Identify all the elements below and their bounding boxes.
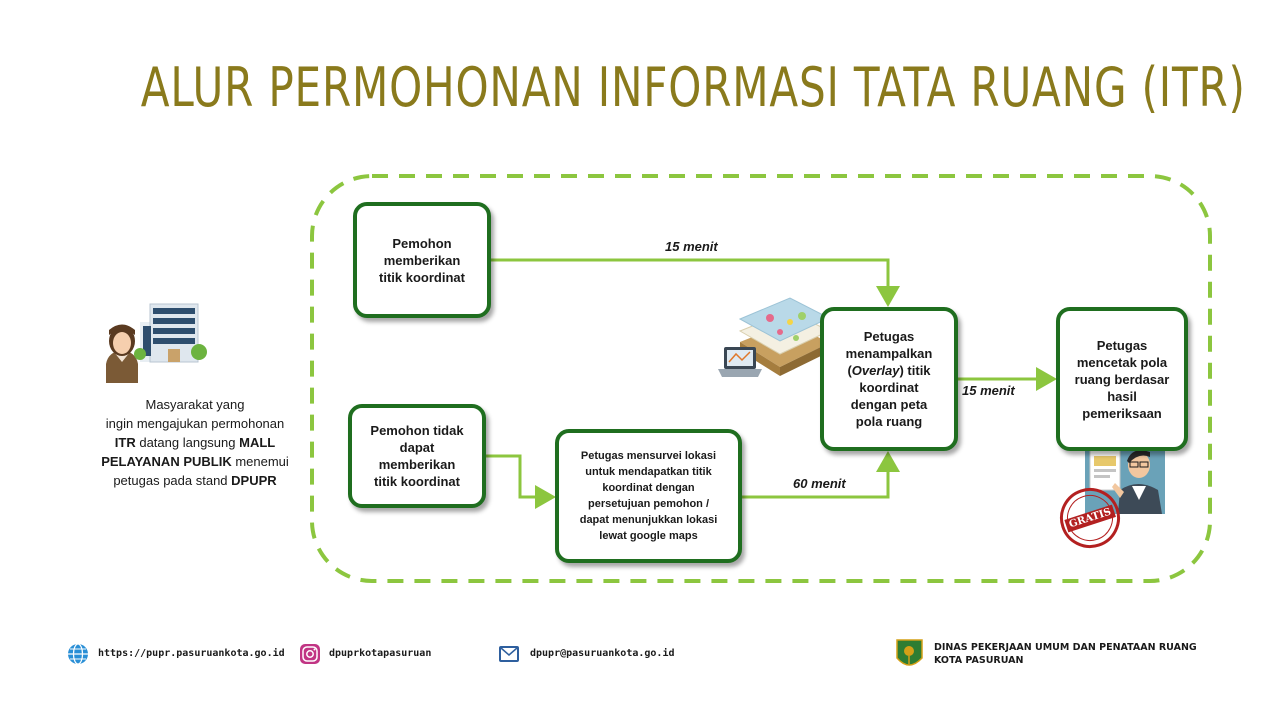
- step-coordinates-given: Pemohon memberikan titik koordinat: [353, 202, 491, 318]
- laptop-icon: [718, 347, 762, 377]
- duration-survey: 60 menit: [793, 476, 846, 491]
- agency-name: DINAS PEKERJAAN UMUM DAN PENATAAN RUANG KOTA PASURUAN: [934, 642, 1197, 666]
- free-stamp-icon: GRATIS: [1052, 480, 1128, 556]
- office-building-icon: [134, 304, 207, 362]
- arrow-no-coordinates-to-survey: [485, 456, 553, 497]
- mail-icon: [499, 646, 519, 662]
- globe-icon: [68, 644, 88, 664]
- website-link[interactable]: https://pupr.pasuruankota.go.id: [98, 648, 285, 659]
- duration-print: 15 menit: [962, 383, 1015, 398]
- footer-email[interactable]: [530, 648, 675, 659]
- footer-website[interactable]: [98, 648, 285, 659]
- email-address[interactable]: dpupr@pasuruankota.go.id: [530, 648, 675, 659]
- instagram-handle[interactable]: dpuprkotapasuruan: [329, 648, 432, 659]
- step-overlay: Petugas menampalkan (Overlay) titik koordinat dengan peta pola ruang: [820, 307, 958, 451]
- footer-instagram[interactable]: [329, 648, 431, 659]
- arrow-coordinates-to-overlay: [490, 260, 888, 304]
- city-emblem-icon: [897, 640, 922, 665]
- step-survey-location: Petugas mensurvei lokasi untuk mendapatkan titik koordinat dengan persetujuan pemohon / dapat menunjukkan lokasi lewat google maps: [555, 429, 742, 563]
- instagram-icon: [300, 644, 320, 664]
- applicant-description: Masyarakat yang ingin mengajukan permohonan ITR datang langsung MALL PELAYANAN PUBLIK menemui petugas pada stand DPUPR: [101, 397, 289, 488]
- duration-top: 15 menit: [665, 239, 718, 254]
- page-title: ALUR PERMOHONAN INFORMASI TATA RUANG (ITR): [140, 56, 1246, 119]
- step-coordinates-not-given: Pemohon tidak dapat memberikan titik koordinat: [348, 404, 486, 508]
- step-print-result: Petugas mencetak pola ruang berdasar hasil pemeriksaan: [1056, 307, 1188, 451]
- woman-icon: [106, 325, 138, 384]
